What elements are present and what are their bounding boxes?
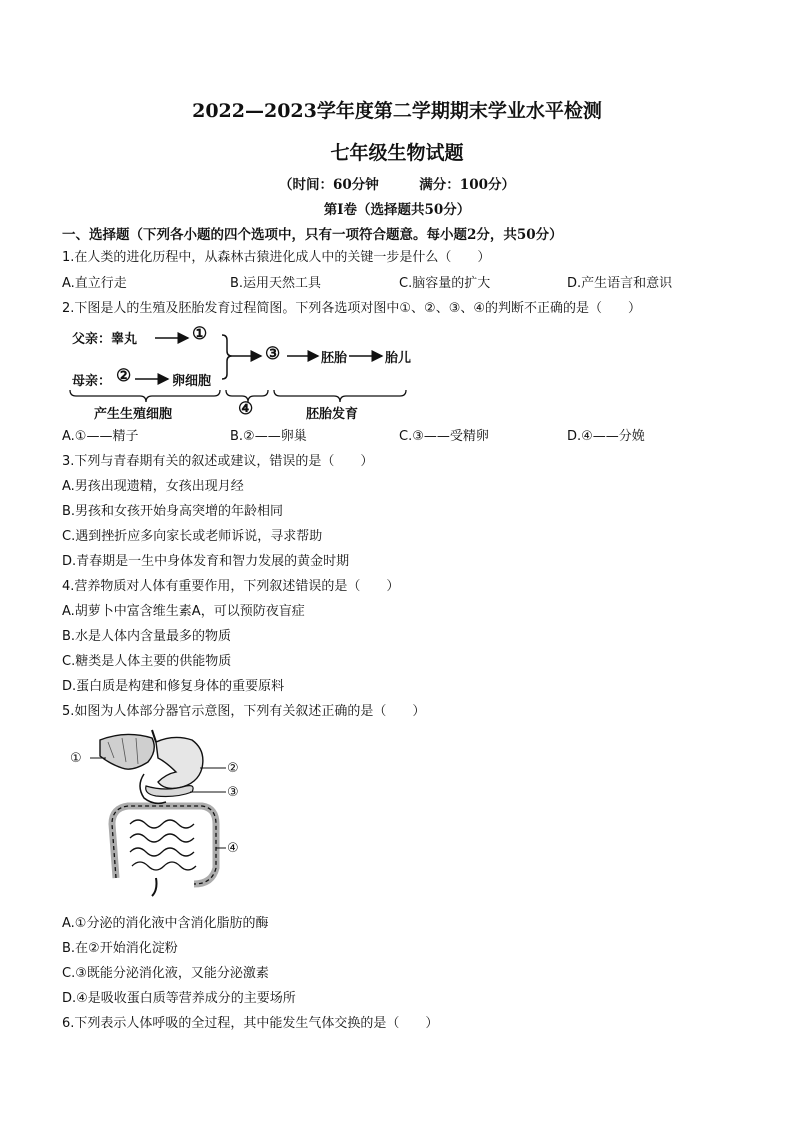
organ-label-1: ①	[70, 751, 82, 766]
diagram-egg: 卵细胞	[172, 374, 212, 389]
diagram-fetus: 胎儿	[385, 351, 412, 366]
q1-option-d: D.产生语言和意识	[567, 276, 673, 291]
q2-option-c: C.③——受精卵	[399, 429, 489, 444]
q6-stem: 6.下列表示人体呼吸的全过程，其中能发生气体交换的是（ ）	[62, 1016, 439, 1031]
q5-stem: 5.如图为人体部分器官示意图，下列有关叙述正确的是（ ）	[62, 704, 426, 719]
q2-option-d: D.④——分娩	[567, 429, 645, 444]
q3-stem: 3.下列与青春期有关的叙述或建议，错误的是（ ）	[62, 454, 374, 469]
section-heading: 一、选择题（下列各小题的四个选项中，只有一项符合题意。每小题2分，共50分）	[62, 227, 563, 243]
reproduction-diagram	[64, 322, 444, 422]
q5-option-a: A.①分泌的消化液中含消化脂肪的酶	[62, 916, 269, 931]
q1-option-c: C.脑容量的扩大	[399, 276, 491, 291]
diagram-father: 父亲：睾丸	[72, 332, 138, 347]
q4-stem: 4.营养物质对人体有重要作用，下列叙述错误的是（ ）	[62, 579, 400, 594]
q3-option-b: B.男孩和女孩开始身高突增的年龄相同	[62, 504, 284, 519]
diagram-label-1: ①	[192, 324, 208, 344]
organ-label-3: ③	[227, 785, 239, 800]
q2-option-b: B.②——卵巢	[230, 429, 307, 444]
organ-label-2: ②	[227, 761, 239, 776]
volume-heading: 第Ⅰ卷（选择题共50分）	[323, 202, 471, 218]
diagram-development-label: 胚胎发育	[306, 407, 359, 422]
diagram-label-4: ④	[238, 399, 254, 419]
q3-option-a: A.男孩出现遗精，女孩出现月经	[62, 479, 244, 494]
diagram-embryo: 胚胎	[321, 351, 348, 366]
q1-option-a: A.直立行走	[62, 276, 127, 291]
q2-stem: 2.下图是人的生殖及胚胎发育过程简图。下列各选项对图中①、②、③、④的判断不正确的是（ ）	[62, 301, 642, 316]
q4-option-c: C.糖类是人体主要的供能物质	[62, 654, 232, 669]
q2-option-a: A.①——精子	[62, 429, 139, 444]
exam-subtitle: 七年级生物试题	[330, 142, 464, 164]
q4-option-a: A.胡萝卜中富含维生素A，可以预防夜盲症	[62, 604, 305, 619]
organ-label-4: ④	[227, 841, 239, 856]
diagram-label-3: ③	[265, 344, 281, 364]
q5-option-d: D.④是吸收蛋白质等营养成分的主要场所	[62, 991, 296, 1006]
diagram-label-2: ②	[116, 366, 132, 386]
q4-option-b: B.水是人体内含量最多的物质	[62, 629, 232, 644]
time-score: （时间：60分钟 满分：100分）	[279, 177, 515, 193]
q5-option-c: C.③既能分泌消化液，又能分泌激素	[62, 966, 269, 981]
q3-option-d: D.青春期是一生中身体发育和智力发展的黄金时期	[62, 554, 350, 569]
q4-option-d: D.蛋白质是构建和修复身体的重要原料	[62, 679, 285, 694]
exam-title: 2022—2023学年度第二学期期末学业水平检测	[192, 100, 602, 122]
q1-option-b: B.运用天然工具	[230, 276, 322, 291]
diagram-mother: 母亲：	[72, 374, 112, 389]
diagram-gametes-label: 产生生殖细胞	[94, 407, 173, 422]
digestive-system-figure	[66, 728, 246, 898]
q5-option-b: B.在②开始消化淀粉	[62, 941, 178, 956]
q3-option-c: C.遇到挫折应多向家长或老师诉说，寻求帮助	[62, 529, 323, 544]
digestive-organs-drawing	[66, 728, 246, 898]
q1-stem: 1.在人类的进化历程中，从森林古猿进化成人中的关键一步是什么（ ）	[62, 250, 491, 265]
